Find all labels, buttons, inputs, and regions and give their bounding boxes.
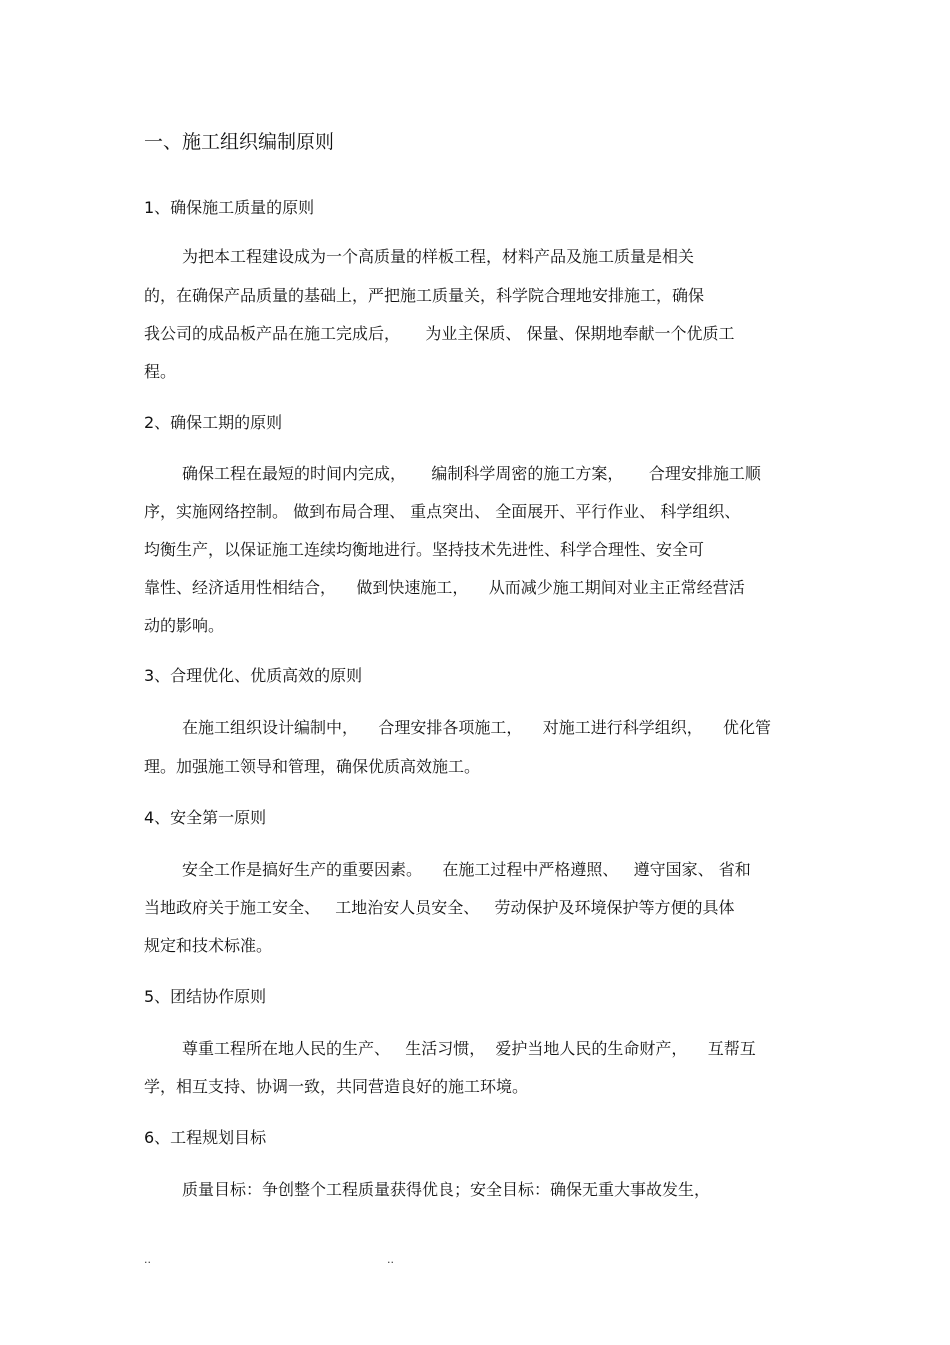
document-title: 一、施工组织编制原则 (144, 131, 335, 153)
section-1-line-3: 我公司的成品板产品在施工完成后， 为业主保质、 保量、保期地奉献一个优质工 (144, 324, 735, 343)
section-heading-1: 1、确保施工质量的原则 (144, 198, 315, 217)
footer-mark-left: .. (144, 1253, 151, 1266)
section-2-line-2: 序，实施网络控制。 做到布局合理、 重点突出、 全面展开、平行作业、 科学组织、 (144, 502, 741, 521)
section-4-line-1: 安全工作是搞好生产的重要因素。 在施工过程中严格遵照、 遵守国家、 省和 (182, 860, 751, 879)
section-3-line-1: 在施工组织设计编制中， 合理安排各项施工， 对施工进行科学组织， 优化管 (182, 718, 772, 737)
section-heading-3: 3、合理优化、优质高效的原则 (144, 666, 363, 685)
section-1-line-1: 为把本工程建设成为一个高质量的样板工程，材料产品及施工质量是相关 (182, 247, 695, 266)
section-6-line-1: 质量目标：争创整个工程质量获得优良；安全目标：确保无重大事故发生， (182, 1180, 711, 1199)
section-5-line-1: 尊重工程所在地人民的生产、 生活习惯， 爱护当地人民的生命财产， 互帮互 (182, 1039, 756, 1058)
section-5-line-2: 学，相互支持、协调一致，共同营造良好的施工环境。 (144, 1077, 529, 1096)
section-heading-5: 5、团结协作原则 (144, 987, 267, 1006)
section-1-line-2: 的，在确保产品质量的基础上，严把施工质量关，科学院合理地安排施工，确保 (144, 286, 705, 305)
section-2-line-4: 靠性、经济适用性相结合， 做到快速施工， 从而减少施工期间对业主正常经营活 (144, 578, 745, 597)
section-2-line-1: 确保工程在最短的时间内完成， 编制科学周密的施工方案， 合理安排施工顺 (182, 464, 761, 483)
section-4-line-3: 规定和技术标准。 (144, 936, 273, 955)
section-2-line-5: 动的影响。 (144, 616, 225, 635)
footer-mark-right: .. (387, 1253, 394, 1266)
section-heading-6: 6、工程规划目标 (144, 1128, 267, 1147)
section-heading-4: 4、安全第一原则 (144, 808, 267, 827)
section-3-line-2: 理。加强施工领导和管理，确保优质高效施工。 (144, 757, 481, 776)
section-2-line-3: 均衡生产，以保证施工连续均衡地进行。坚持技术先进性、科学合理性、安全可 (144, 540, 705, 559)
section-4-line-2: 当地政府关于施工安全、 工地治安人员安全、 劳动保护及环境保护等方便的具体 (144, 898, 735, 917)
section-1-line-4: 程。 (144, 362, 177, 381)
section-heading-2: 2、确保工期的原则 (144, 413, 283, 432)
